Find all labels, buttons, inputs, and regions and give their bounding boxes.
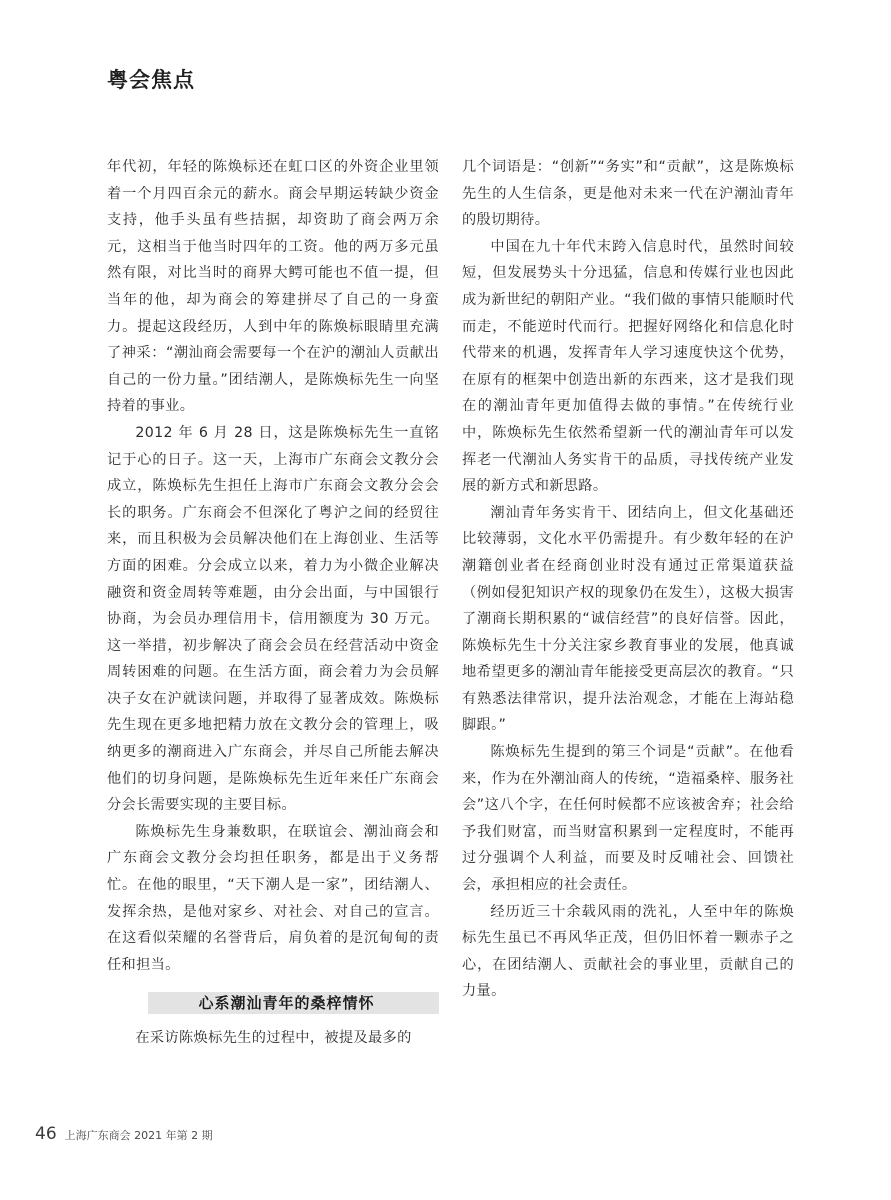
section-title: 粤会焦点 — [107, 68, 195, 92]
article-paragraph: 年代初，年轻的陈焕标还在虹口区的外资企业里领着一个月四百余元的薪水。商会早期运转缺少资金支持，他手头虽有些拮据，却资助了商会两万余元，这相当于他当时四年的工资。他的两万多元虽然有限，对比当时的商界大鳄可能也不值一提，但当年的他，却为商会的筹建拼尽了自己的一身蛮力。提起这段经历，人到中年的陈焕标眼睛里充满了神采：“潮汕商会需要每一个在沪的潮汕人贡献出自己的一份力量。”团结潮人，是陈焕标先生一向坚持着的事业。 — [107, 159, 439, 415]
article-paragraph: 几个词语是：“创新”“务实”和“贡献”，这是陈焕标先生的人生信条，更是他对未来一代在沪潮汕青年的殷切期待。 — [462, 159, 794, 229]
article-paragraph: 在采访陈焕标先生的过程中，被提及最多的 — [135, 1030, 412, 1047]
article-paragraph: 潮汕青年务实肯干、团结向上，但文化基础还比较薄弱，文化水平仍需提升。有少数年轻的在沪潮籍创业者在经商创业时没有通过正常渠道获益（例如侵犯知识产权的现象仍在发生），这极大损害了潮商长期积累的“诚信经营”的良好信誉。因此，陈焕标先生十分关注家乡教育事业的发展，他真诚地希望更多的潮汕青年能接受更高层次的教育。“只有熟悉法律常识，提升法治观念，才能在上海站稳脚跟。” — [462, 504, 794, 734]
article-paragraph: 陈焕标先生提到的第三个词是“贡献”。在他看来，作为在外潮汕商人的传统，“造福桑梓、服务社会”这八个字，在任何时候都不应该被舍弃；社会给予我们财富，而当财富积累到一定程度时，不能再过分强调个人利益，而要及时反哺社会、回馈社会，承担相应的社会责任。 — [462, 744, 794, 894]
subheading-bar — [148, 992, 439, 1014]
page-number: 46 — [35, 1124, 57, 1144]
left-column — [107, 154, 439, 1052]
subheading: 心系潮汕青年的桑梓情怀 — [198, 994, 375, 1013]
article-paragraph: 陈焕标先生身兼数职，在联谊会、潮汕商会和广东商会文教分会均担任职务，都是出于义务帮忙。在他的眼里，“天下潮人是一家”，团结潮人、发挥余热，是他对家乡、对社会、对自己的宣言。在这看似荣耀的名誉背后，肩负着的是沉甸甸的责任和担当。 — [107, 823, 439, 973]
article-paragraph: 经历近三十余载风雨的洗礼，人至中年的陈焕标先生虽已不再风华正茂，但仍旧怀着一颗赤子之心，在团结潮人、贡献社会的事业里，贡献自己的力量。 — [462, 903, 794, 1000]
page-footer — [35, 1124, 213, 1144]
right-column — [462, 154, 794, 1005]
publication-info: 上海广东商会 2021 年第 2 期 — [64, 1129, 213, 1142]
article-paragraph: 2012 年 6 月 28 日，这是陈焕标先生一直铭记于心的日子。这一天，上海市广东商会文教分会成立，陈焕标先生担任上海市广东商会文教分会会长的职务。广东商会不但深化了粤沪之间的经贸往来，而且积极为会员解决他们在上海创业、生活等方面的困难。分会成立以来，着力为小微企业解决融资和资金周转等难题，由分会出面，与中国银行协商，为会员办理信用卡，信用额度为 30 万元。这一举措，初步解决了商会会员在经营活动中资金周转困难的问题。在生活方面，商会着力为会员解决子女在沪就读问题，并取得了显著成效。陈焕标先生现在更多地把精力放在文教分会的管理上，吸纳更多的潮商进入广东商会，并尽自己所能去解决他们的切身问题，是陈焕标先生近年来任广东商会分会长需要实现的主要目标。 — [107, 424, 439, 814]
article-paragraph: 中国在九十年代末跨入信息时代，虽然时间较短，但发展势头十分迅猛，信息和传媒行业也因此成为新世纪的朝阳产业。“我们做的事情只能顺时代而走，不能逆时代而行。把握好网络化和信息化时代带来的机遇，发挥青年人学习速度快这个优势，在原有的框架中创造出新的东西来，这才是我们现在的潮汕青年更加值得去做的事情。”在传统行业中，陈焕标先生依然希望新一代的潮汕青年可以发挥老一代潮汕人务实肯干的品质，寻找传统产业发展的新方式和新思路。 — [462, 238, 794, 495]
